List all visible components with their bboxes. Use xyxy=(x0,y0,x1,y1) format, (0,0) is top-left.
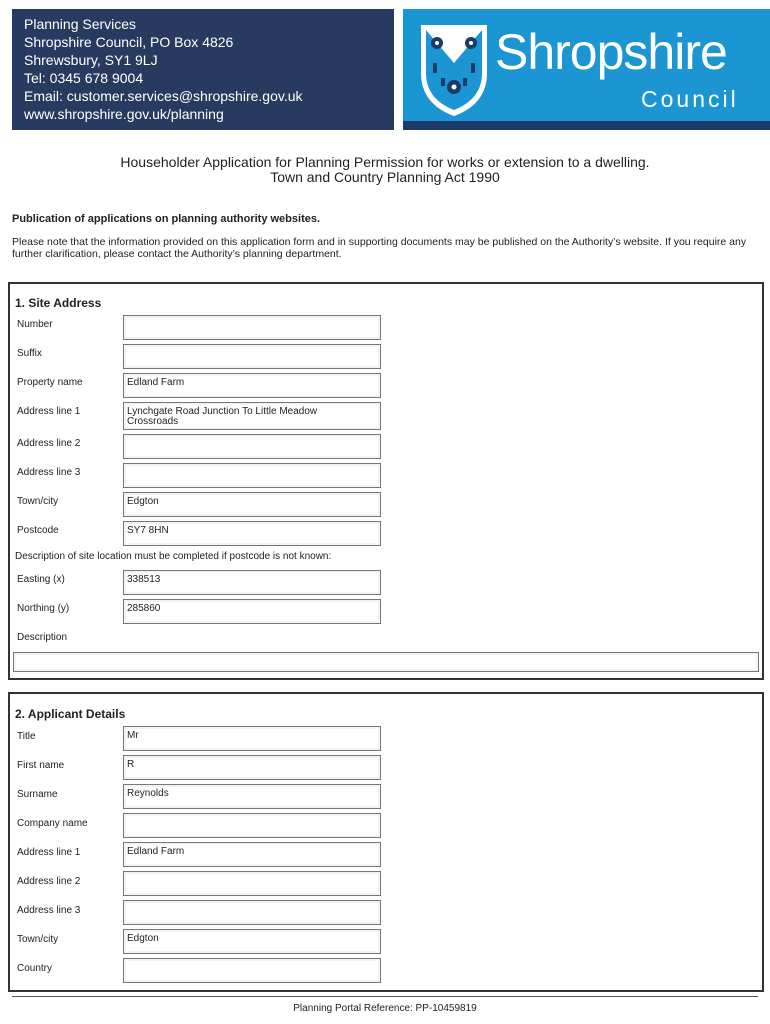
applicant-town-city-label: Town/city xyxy=(17,934,59,945)
logo-subtitle: Council xyxy=(641,86,739,112)
property-name-label: Property name xyxy=(17,377,83,388)
contact-details-panel xyxy=(12,9,394,130)
publication-notice: Please note that the information provided on this application form and in supporting documents may be published on the Authority’s website. If you require any further clarification, please contact the Authority’s planning department. xyxy=(12,236,747,260)
applicant-address-line-2-field[interactable] xyxy=(123,871,381,896)
company-name-field[interactable] xyxy=(123,813,381,838)
postcode-field[interactable]: SY7 8HN xyxy=(123,521,381,546)
logo-band xyxy=(403,121,770,130)
address-line-2-field[interactable] xyxy=(123,434,381,459)
contact-line-website: www.shropshire.gov.uk/planning xyxy=(24,106,224,122)
applicant-address-line-3-label: Address line 3 xyxy=(17,905,81,916)
postcode-label: Postcode xyxy=(17,525,59,536)
applicant-address-line-3-field[interactable] xyxy=(123,900,381,925)
site-address-section xyxy=(8,282,764,680)
easting-label: Easting (x) xyxy=(17,574,65,585)
company-name-label: Company name xyxy=(17,818,88,829)
contact-line-phone: Tel: 0345 678 9004 xyxy=(24,70,144,86)
property-name-field[interactable]: Edland Farm xyxy=(123,373,381,398)
contact-line-address: Shropshire Council, PO Box 4826 xyxy=(24,34,234,50)
first-name-label: First name xyxy=(17,760,65,771)
easting-field[interactable]: 338513 xyxy=(123,570,381,595)
address-line-1-label: Address line 1 xyxy=(17,406,81,417)
number-label: Number xyxy=(17,319,53,330)
northing-label: Northing (y) xyxy=(17,603,70,614)
location-note: Description of site location must be completed if postcode is not known: xyxy=(15,551,332,562)
town-city-label: Town/city xyxy=(17,496,59,507)
title-field[interactable]: Mr xyxy=(123,726,381,751)
country-field[interactable] xyxy=(123,958,381,983)
northing-field[interactable]: 285860 xyxy=(123,599,381,624)
surname-label: Surname xyxy=(17,789,58,800)
applicant-address-line-1-field[interactable]: Edland Farm xyxy=(123,842,381,867)
contact-line-department: Planning Services xyxy=(24,16,137,32)
shropshire-council-logo xyxy=(403,9,770,130)
planning-portal-reference: Planning Portal Reference: PP-10459819 xyxy=(293,1003,477,1014)
section-title: 1. Site Address xyxy=(15,296,102,310)
town-city-field[interactable]: Edgton xyxy=(123,492,381,517)
document-title: Householder Application for Planning Permission for works or extension to a dwelling. xyxy=(120,154,650,170)
contact-line-town: Shrewsbury, SY1 9LJ xyxy=(24,52,158,68)
address-line-3-label: Address line 3 xyxy=(17,467,81,478)
address-line-2-label: Address line 2 xyxy=(17,438,81,449)
document-subtitle: Town and Country Planning Act 1990 xyxy=(270,169,500,185)
address-line-3-field[interactable] xyxy=(123,463,381,488)
country-label: Country xyxy=(17,963,53,974)
suffix-field[interactable] xyxy=(123,344,381,369)
title-label: Title xyxy=(17,731,36,742)
applicant-address-line-2-label: Address line 2 xyxy=(17,876,81,887)
number-field[interactable] xyxy=(123,315,381,340)
applicant-address-line-1-label: Address line 1 xyxy=(17,847,81,858)
description-label: Description xyxy=(17,632,68,643)
applicant-details-section xyxy=(8,692,764,992)
applicant-town-city-field[interactable]: Edgton xyxy=(123,929,381,954)
description-field[interactable] xyxy=(13,652,759,672)
contact-line-email: Email: customer.services@shropshire.gov.uk xyxy=(24,88,303,104)
coat-of-arms-icon xyxy=(419,23,489,117)
logo-wordmark: Shropshire xyxy=(495,24,727,80)
first-name-field[interactable]: R xyxy=(123,755,381,780)
publication-heading: Publication of applications on planning authority websites. xyxy=(12,213,321,225)
footer-divider xyxy=(12,996,758,997)
surname-field[interactable]: Reynolds xyxy=(123,784,381,809)
address-line-1-field[interactable]: Lynchgate Road Junction To Little Meadow Crossroads xyxy=(123,402,381,430)
suffix-label: Suffix xyxy=(17,348,42,359)
section-title: 2. Applicant Details xyxy=(15,707,126,721)
